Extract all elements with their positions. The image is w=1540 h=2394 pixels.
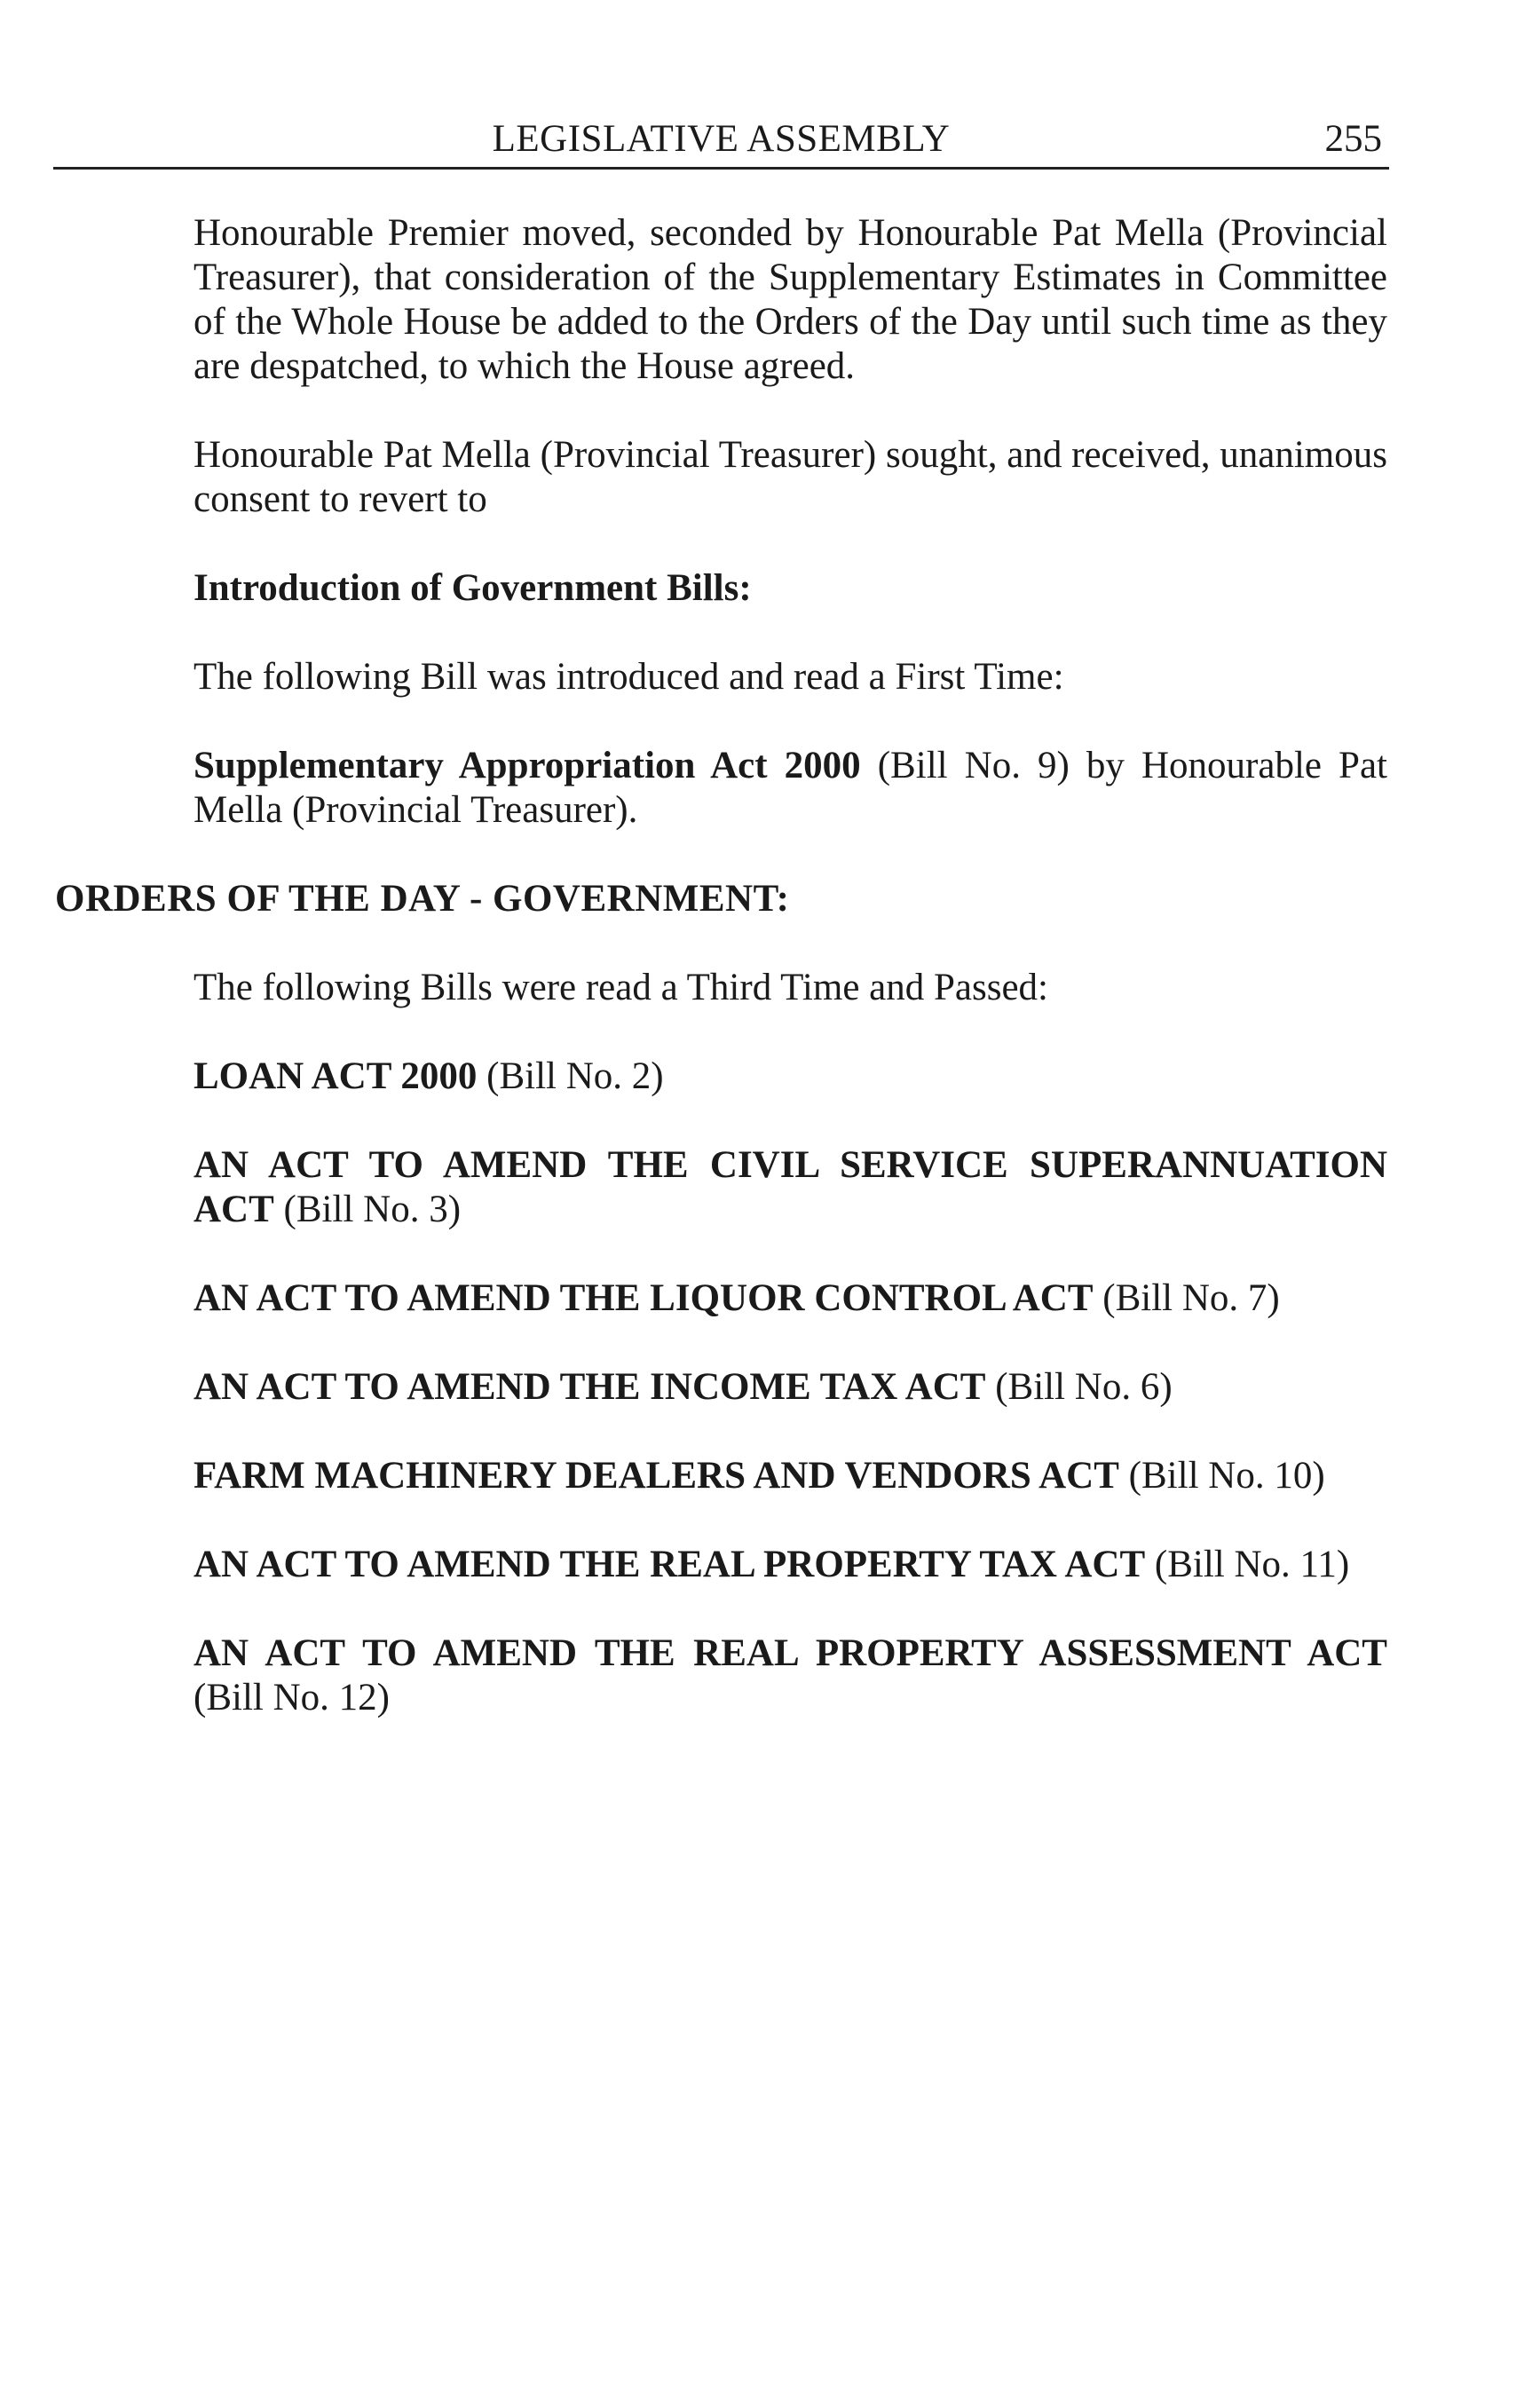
bill-title: LOAN ACT 2000 [193,1055,478,1097]
bill-item [193,1055,1387,1099]
bill-item [193,1143,1387,1232]
bill-number: (Bill No. 6) [985,1366,1173,1408]
bill-title: AN ACT TO AMEND THE LIQUOR CONTROL ACT [193,1277,1094,1319]
bill-number: (Bill No. 10) [1118,1455,1325,1497]
bill-number: (Bill No. 2) [477,1055,664,1097]
bill-number: (Bill No. 11) [1145,1544,1350,1585]
orders-of-the-day-heading: ORDERS OF THE DAY - GOVERNMENT: [55,878,790,920]
bill-number: (Bill No. 12) [193,1677,390,1718]
header-title: LEGISLATIVE ASSEMBLY [492,118,951,160]
bill-item [193,1276,1387,1321]
introduced-bill [193,744,1387,833]
bill-item [193,1365,1387,1410]
bill-item [193,1632,1387,1720]
page-header [53,114,1389,170]
consent-paragraph: Honourable Pat Mella (Provincial Treasurer) sought, and received, unanimous consent to revert to [193,434,1387,520]
introduced-bill-details: (Bill No. 9) by Honourable Pat Mella (Provincial Treasurer). [193,745,1387,831]
bill-title: AN ACT TO AMEND THE REAL PROPERTY TAX ACT [193,1544,1146,1585]
bill-number: (Bill No. 3) [273,1189,462,1230]
page-number: 255 [1324,118,1382,160]
bill-title: AN ACT TO AMEND THE CIVIL SERVICE SUPERANNUATION ACT [193,1144,1387,1230]
bill-title: FARM MACHINERY DEALERS AND VENDORS ACT [193,1455,1119,1497]
bill-title: AN ACT TO AMEND THE INCOME TAX ACT [193,1366,986,1408]
bill-item [193,1543,1387,1587]
introduced-bill-title: Supplementary Appropriation Act 2000 [193,745,861,786]
first-reading-paragraph: The following Bill was introduced and read a First Time: [193,656,1064,698]
intro-bills-heading: Introduction of Government Bills: [193,567,752,609]
page-content [55,211,1387,1765]
third-reading-paragraph: The following Bills were read a Third Time and Passed: [193,967,1048,1008]
bill-title: AN ACT TO AMEND THE REAL PROPERTY ASSESSMENT ACT [193,1632,1387,1674]
bill-item [193,1454,1387,1498]
motion-paragraph: Honourable Premier moved, seconded by Honourable Pat Mella (Provincial Treasurer), that consideration of the Supplementary Estimates in Committee of the Whole House be added to the Orders of the Day until such time as they are despatched, to which the House agreed. [193,212,1387,387]
bill-number: (Bill No. 7) [1093,1277,1280,1319]
